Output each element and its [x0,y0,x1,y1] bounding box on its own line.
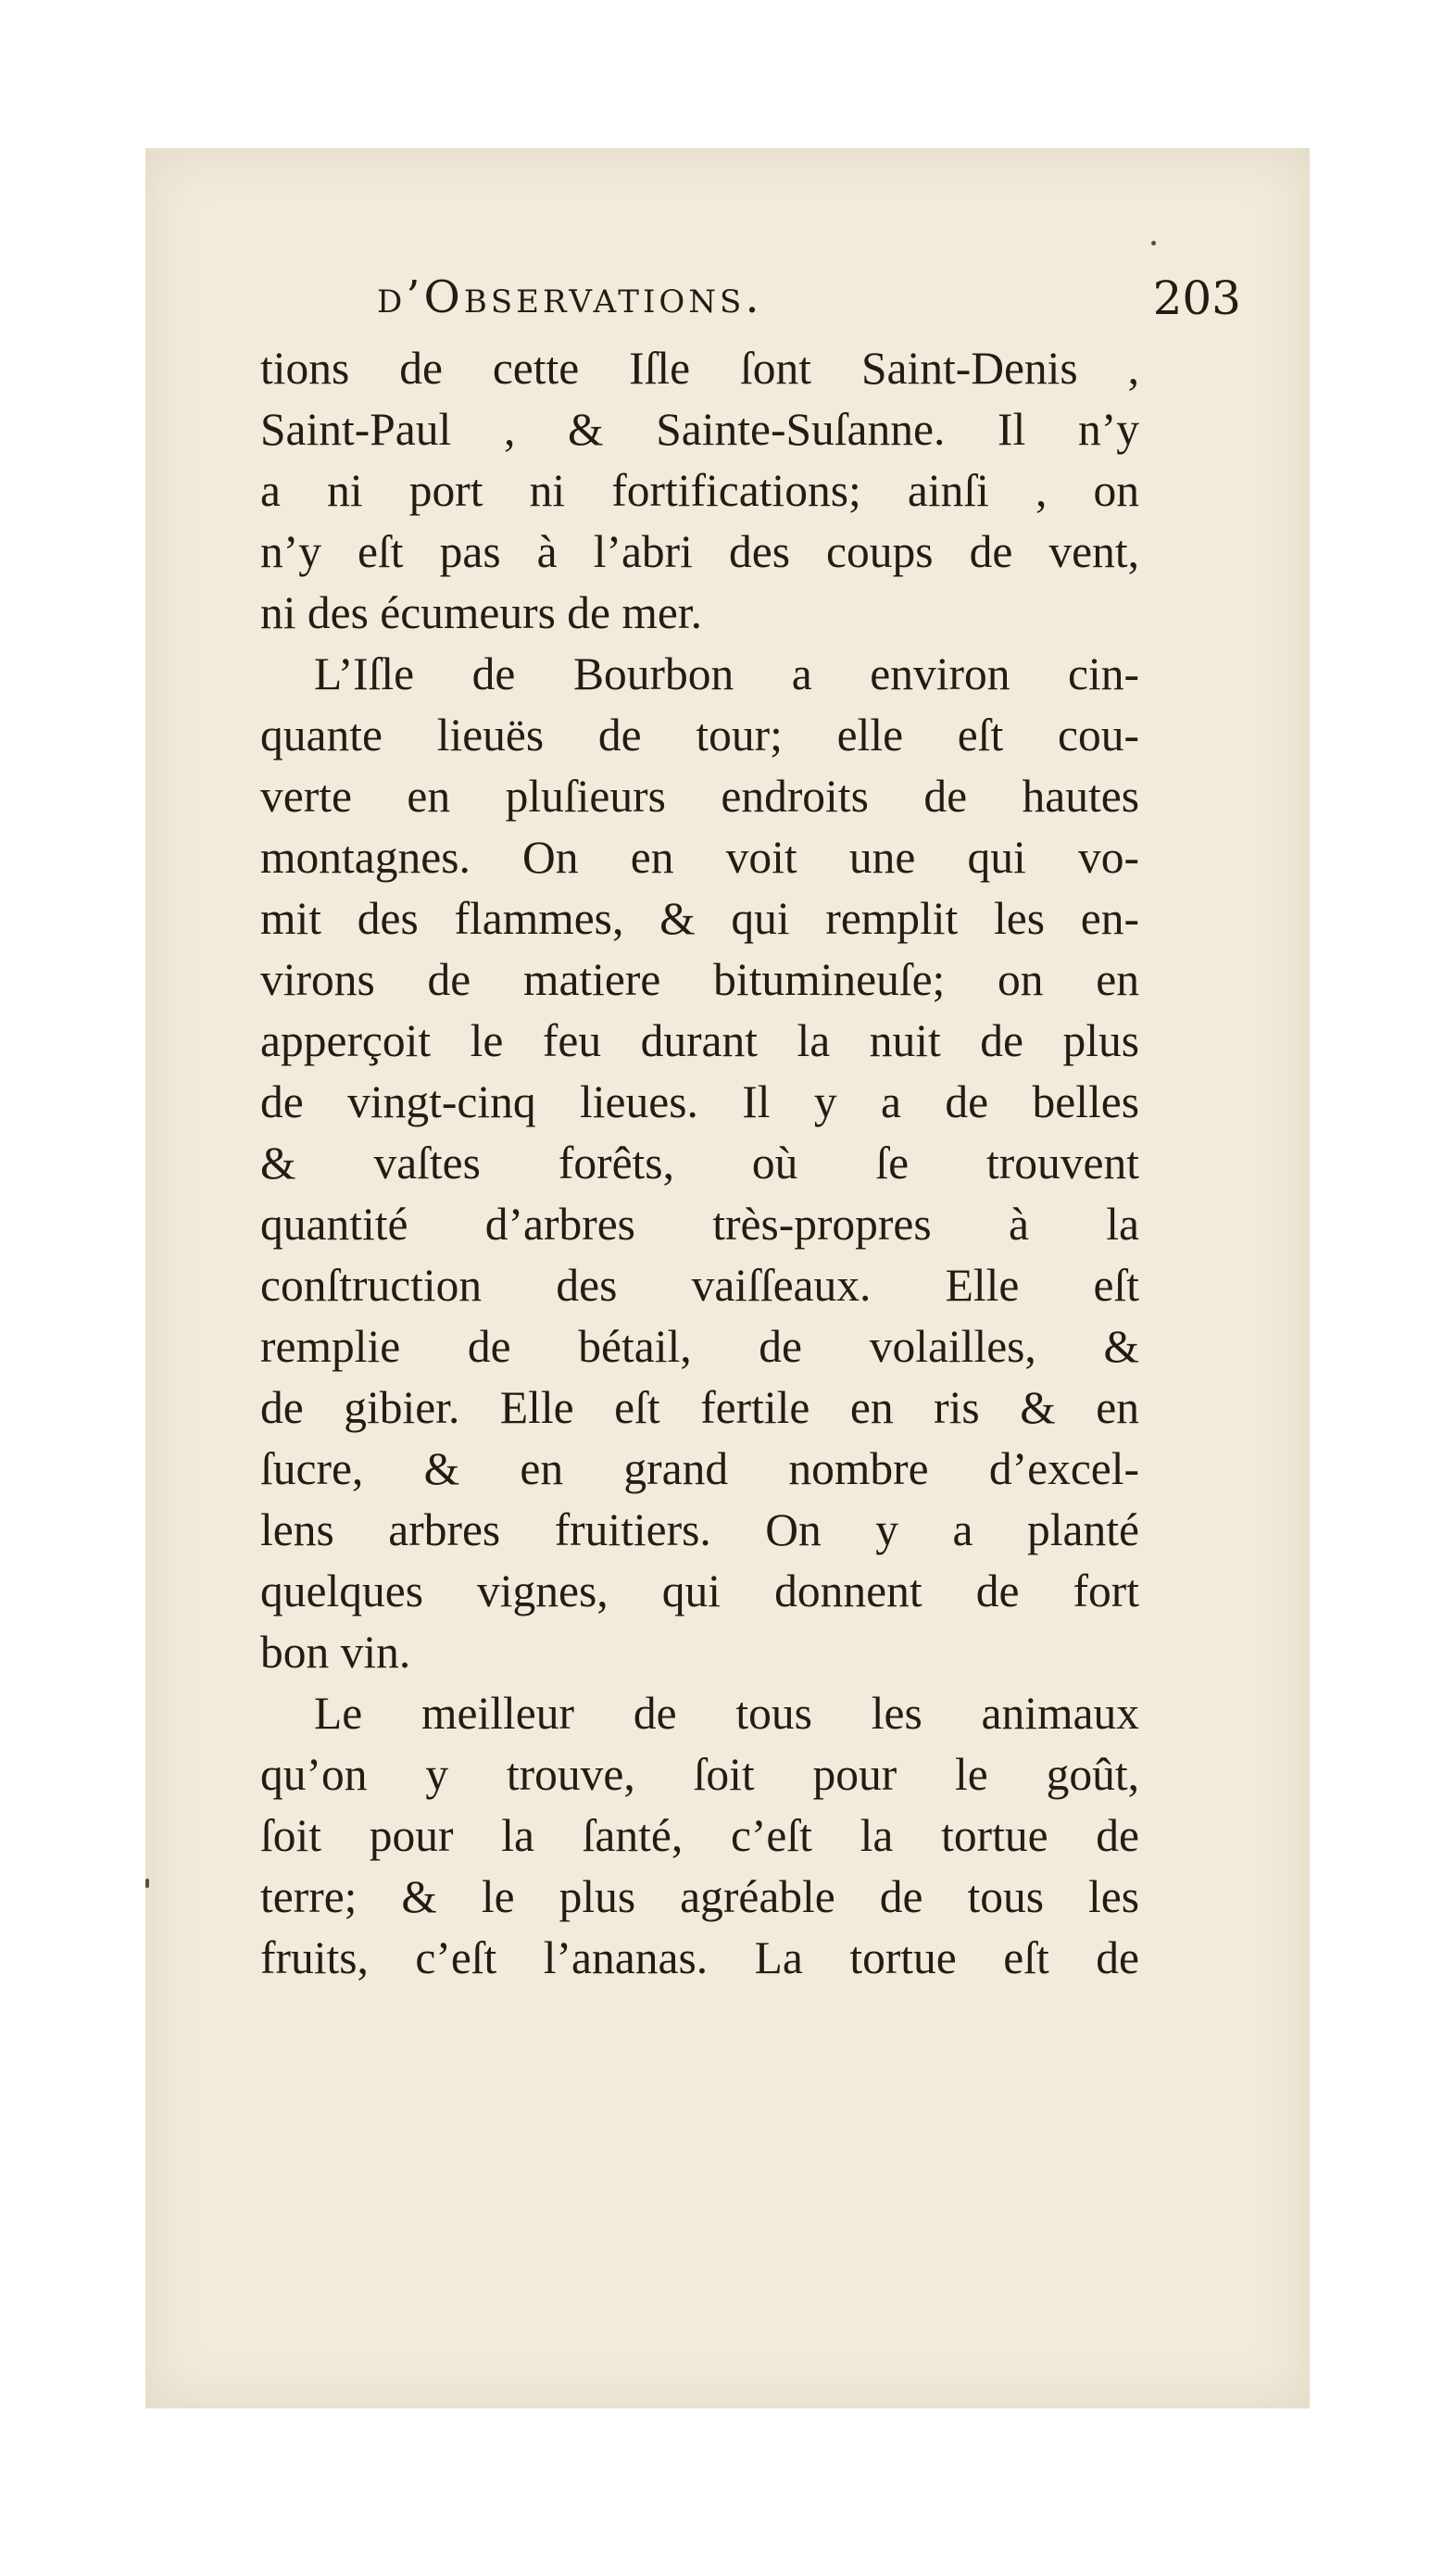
text-line: tions de cette Iſle ſont Saint-Denis , [260,343,1139,394]
text-line: a ni port ni fortifications; ainſi , on [260,465,1139,516]
text-line: qu’on y trouve, ſoit pour le goût, [260,1749,1139,1800]
text-line: fruits, c’eſt l’ananas. La tortue eſt de [260,1932,1139,1983]
book-page [145,148,1310,2408]
text-line: L’Iſle de Bourbon a environ cin- [314,648,1139,699]
text-line: ſoit pour la ſanté, c’eſt la tortue de [260,1810,1139,1861]
page-number: 203 [1152,271,1241,325]
text-line: ſucre, & en grand nombre d’excel- [260,1443,1139,1494]
text-line: n’y eſt pas à l’abri des coups de vent, [260,526,1139,577]
text-line: ni des écumeurs de mer. [260,587,702,638]
text-line: conſtruction des vaiſſeaux. Elle eſt [260,1260,1139,1311]
text-line: apperçoit le feu durant la nuit de plus [260,1015,1139,1066]
text-line: montagnes. On en voit une qui vo- [260,832,1139,883]
text-line: lens arbres fruitiers. On y a planté [260,1504,1139,1555]
text-line: & vaſtes forêts, où ſe trouvent [260,1138,1139,1188]
text-line: de gibier. Elle eſt fertile en ris & en [260,1382,1139,1433]
text-line: remplie de bétail, de volailles, & [260,1321,1139,1372]
running-head-title: d’Observations. [377,271,763,323]
text-line: virons de matiere bitumineuſe; on en [260,954,1139,1005]
text-line: terre; & le plus agréable de tous les [260,1871,1139,1922]
text-line: quante lieuës de tour; elle eſt cou- [260,710,1139,761]
ink-speck [145,1879,149,1888]
text-line: mit des flammes, & qui remplit les en- [260,893,1139,944]
text-line: de vingt-cinq lieues. Il y a de belles [260,1076,1139,1127]
text-line: Saint-Paul , & Sainte-Suſanne. Il n’y [260,404,1139,455]
text-line: verte en pluſieurs endroits de hautes [260,771,1139,822]
body-text [260,338,1139,1989]
text-line: quantité d’arbres très-propres à la [260,1199,1139,1250]
text-line: Le meilleur de tous les animaux [314,1688,1139,1739]
running-head [377,271,1289,336]
text-line: bon vin. [260,1627,411,1678]
ink-speck [1151,241,1156,245]
text-line: quelques vignes, qui donnent de fort [260,1566,1139,1616]
